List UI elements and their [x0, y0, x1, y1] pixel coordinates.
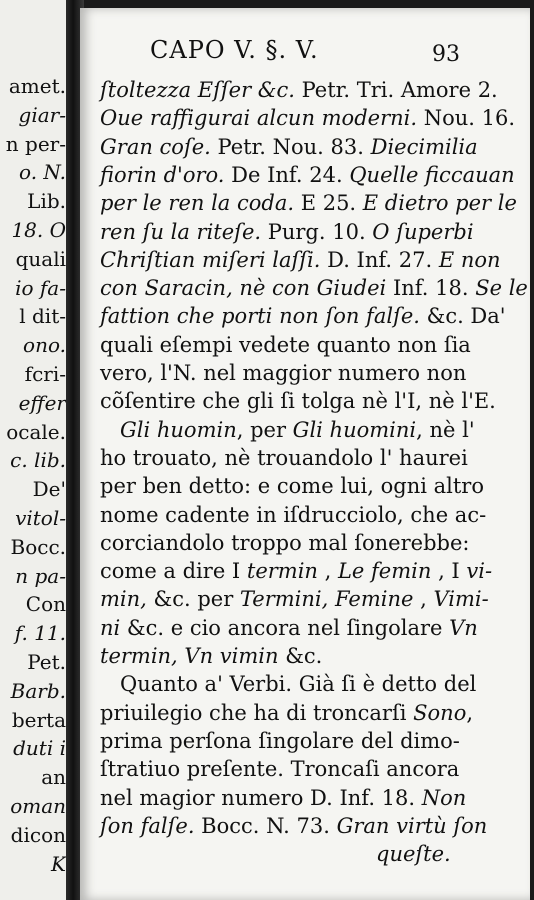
italic-segment: queſte. — [376, 842, 451, 867]
left-page-line: berta — [11, 707, 66, 732]
roman-segment: priuilegio che ha di troncarſi — [100, 700, 414, 725]
text-line — [100, 784, 466, 812]
text-line — [100, 331, 471, 359]
italic-segment: Quelle ficcauan — [349, 162, 515, 187]
roman-segment: , per — [236, 417, 293, 442]
roman-segment: nome cadente in iſdrucciolo, che ac- — [100, 502, 487, 527]
text-line — [100, 699, 473, 727]
left-page-line: quali — [15, 246, 66, 271]
italic-segment: per le ren la coda. — [100, 191, 295, 216]
left-page-line: ocale. — [6, 419, 66, 444]
roman-segment: De Inf. 24. — [224, 162, 350, 187]
roman-segment: Petr. Nou. 83. — [210, 134, 371, 159]
italic-segment: Vimi- — [433, 587, 489, 612]
roman-segment: , nè l' — [416, 417, 475, 442]
left-page-line: Bocc. — [10, 534, 66, 559]
left-page-line: amet. — [8, 74, 66, 98]
text-line — [120, 670, 476, 698]
italic-segment: termin — [246, 559, 318, 584]
text-line — [100, 444, 468, 472]
left-page-line: vitol- — [15, 506, 66, 530]
text-line — [100, 557, 492, 585]
left-page-line: giar- — [18, 102, 66, 127]
italic-segment: con Saracin, nè con Giudei — [100, 276, 387, 301]
italic-segment: Le femin — [337, 559, 432, 584]
text-line — [100, 76, 498, 104]
italic-segment: fattion che porti non ſon falſe. — [100, 304, 420, 329]
text-line — [100, 529, 469, 557]
text-line — [100, 727, 460, 755]
roman-segment: vero, l'N. nel maggior numero non — [100, 361, 467, 385]
italic-segment: ſon falſe. — [100, 813, 195, 838]
text-line — [100, 246, 501, 274]
italic-segment: Chriſtian miſeri laſſi. — [100, 247, 321, 272]
left-page-line: o. N. — [19, 160, 66, 185]
roman-segment: &c. e cio ancora nel ſingolare — [120, 615, 450, 640]
italic-segment: Oue raffigurai alcun moderni. — [100, 106, 418, 131]
left-page-line: l dit- — [19, 304, 66, 329]
italic-segment: Se le — [475, 276, 528, 301]
left-page-line: io fa- — [15, 275, 66, 300]
text-line — [100, 133, 478, 161]
italic-segment: Diecimilia — [370, 134, 478, 159]
left-page-line: dicon — [10, 822, 66, 847]
italic-segment: Gran virtù ſon — [336, 813, 488, 838]
italic-segment: ni — [100, 615, 121, 640]
left-page-fragment — [0, 0, 68, 900]
roman-segment: , — [317, 559, 338, 584]
text-line — [100, 274, 528, 302]
roman-segment: Nou. 16. — [417, 106, 515, 131]
roman-segment: , — [413, 587, 434, 612]
italic-segment: Termini, Femine — [239, 587, 414, 612]
italic-segment: vi- — [466, 559, 493, 584]
roman-segment: per ben detto: e come lui, ogni altro — [100, 474, 484, 499]
text-line — [100, 614, 478, 642]
text-line — [100, 472, 484, 500]
left-page-line: duti i — [13, 736, 66, 761]
roman-segment: E 25. — [294, 191, 363, 216]
text-line — [100, 359, 466, 387]
italic-segment: O ſuperbi — [372, 219, 474, 244]
text-line — [376, 840, 451, 868]
running-head: CAPO V. §. V. — [150, 36, 319, 64]
roman-segment: come a dire I — [100, 559, 247, 584]
left-page-line: Pet. — [27, 650, 66, 674]
roman-segment: D. Inf. 27. — [320, 247, 439, 272]
text-line — [100, 387, 496, 415]
italic-segment: min, — [100, 587, 147, 612]
roman-segment: nel magior numero D. Inf. 18. — [100, 785, 422, 810]
left-page-line: Lib. — [27, 189, 66, 214]
left-page-line: oman — [10, 794, 66, 818]
italic-segment: ſtoltezza Eſſer &c. — [100, 78, 295, 102]
page-number: 93 — [432, 42, 460, 67]
left-page-line: an — [41, 765, 66, 790]
text-line — [100, 585, 489, 613]
roman-segment: &c. per — [146, 587, 240, 612]
left-page-line: K — [51, 851, 66, 876]
roman-segment: Bocc. N. 73. — [194, 813, 337, 838]
left-page-line: n pa- — [15, 563, 66, 588]
left-page-line: f. 11. — [14, 621, 66, 646]
italic-segment: Vn — [449, 615, 478, 640]
roman-segment: cõſentire che gli ſi tolga nè l'I, nè l'E. — [100, 389, 496, 414]
roman-segment: prima perſona ſingolare del dimo- — [100, 728, 460, 753]
text-line — [100, 189, 517, 217]
roman-segment: quali eſempi vedete quanto non ſia — [100, 332, 471, 357]
italic-segment: Gran coſe. — [100, 134, 211, 159]
italic-segment: termin, Vn vimin — [100, 644, 279, 668]
roman-segment: &c. Da' — [419, 304, 506, 329]
roman-segment: ſtratiuo preſente. Troncaſi ancora — [100, 757, 460, 782]
left-page-line: n per- — [5, 131, 66, 156]
left-page-line: ono. — [23, 333, 66, 358]
roman-segment: , — [466, 700, 474, 725]
text-line — [100, 812, 487, 840]
italic-segment: Gli huomini — [292, 417, 417, 442]
left-page-line: Barb. — [10, 678, 66, 703]
roman-segment: Petr. Tri. Amore 2. — [294, 78, 498, 102]
left-page-line: 18. O — [11, 218, 66, 242]
roman-segment: corciandolo troppo mal ſonerebbe: — [100, 530, 470, 555]
text-line — [120, 416, 475, 444]
left-page-line: De' — [32, 477, 66, 502]
roman-segment: Inf. 18. — [386, 276, 476, 301]
left-page-line: c. lib. — [10, 448, 66, 473]
italic-segment: Gli huomin — [120, 417, 237, 442]
italic-segment: Sono — [413, 700, 467, 725]
roman-segment: Quanto a' Verbi. Già ſi è detto del — [120, 672, 477, 697]
text-line — [100, 104, 515, 132]
text-line — [100, 642, 322, 670]
italic-segment: E non — [438, 247, 501, 272]
left-page-line: effer — [18, 390, 66, 415]
text-line — [100, 755, 459, 783]
left-page-line: Con — [25, 592, 66, 617]
text-line — [100, 302, 506, 330]
text-line — [100, 161, 515, 189]
roman-segment: &c. — [278, 644, 323, 668]
text-line — [100, 501, 486, 529]
roman-segment: , I — [431, 559, 467, 584]
italic-segment: ren ſu la riteſe. — [100, 219, 262, 244]
italic-segment: Non — [421, 785, 467, 810]
roman-segment: Purg. 10. — [261, 219, 373, 244]
roman-segment: ho trouato, nè trouandolo l' haurei — [100, 445, 468, 470]
text-line — [100, 218, 474, 246]
italic-segment: fiorin d'oro. — [100, 162, 225, 187]
italic-segment: E dietro per le — [362, 191, 517, 216]
left-page-line: fcri- — [24, 362, 66, 386]
